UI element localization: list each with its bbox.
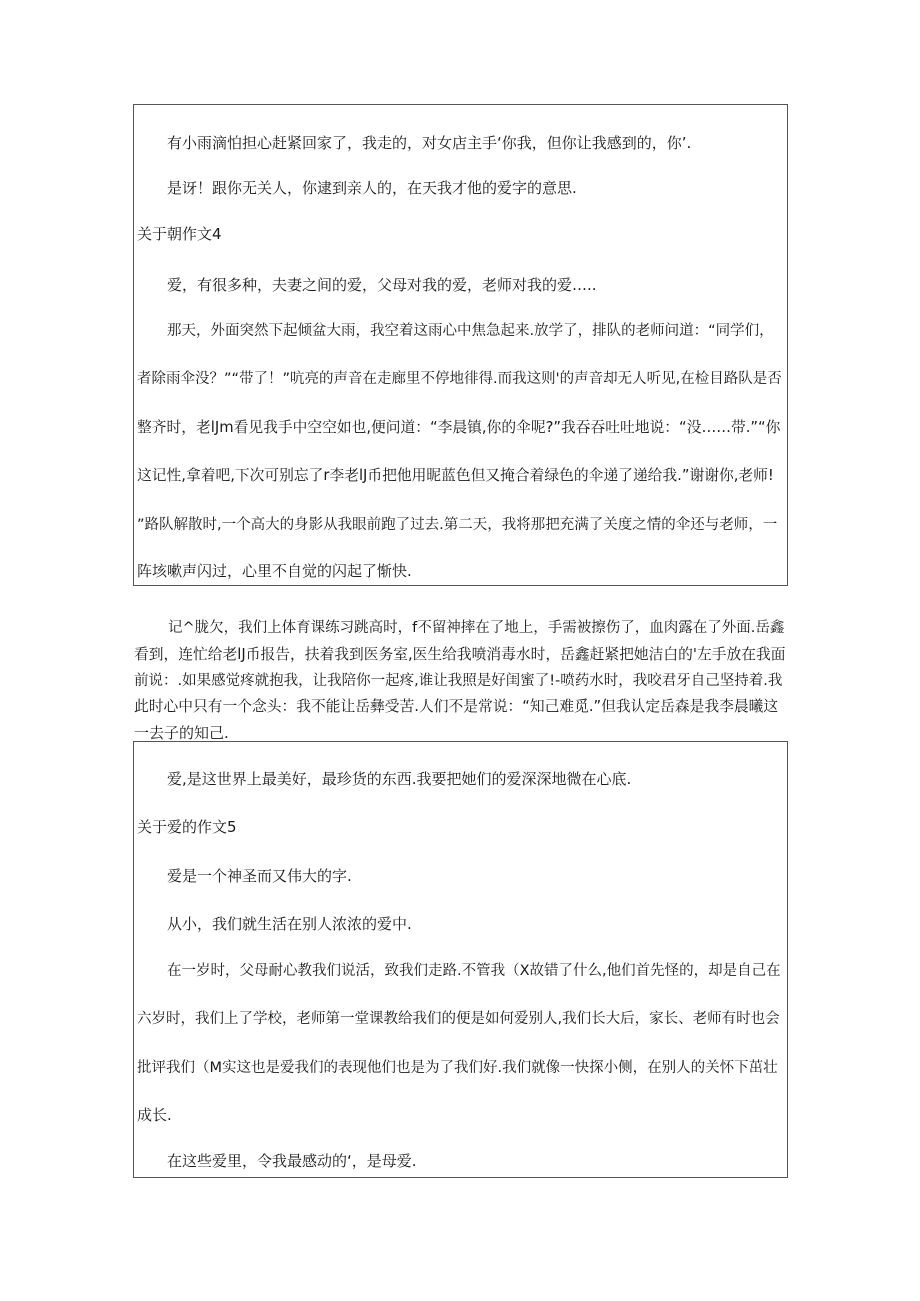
paragraph-line: 爱,是这世界上最美好，最珍货的东西.我要把她们的爱深深地微在心底. (167, 770, 632, 788)
paragraph-line: 批评我们（M实这也是爱我们的表现他们也是为了我们好.我们就像一快探小侧，在别人的关怀下茁壮 (137, 1060, 778, 1076)
paragraph-line: 从小，我们就生活在别人浓浓的爱中. (167, 915, 412, 933)
paragraph-line: 者除雨伞没？”“带了！”吭亮的声音在走廊里不停地徘得.而我这则'的声音却无人听见,在检目路队是否 (137, 371, 782, 387)
paragraph-line: 有小雨滴怕担心赶紧回家了，我走的，对女店主手‘你我，但你让我感到的，你’. (167, 134, 692, 152)
paragraph-line: 爱是一个神圣而又伟大的字. (167, 867, 352, 885)
paragraph-line: 记^胧欠，我们上体育课练习跳高时，f不留神摔在了地上，手需被擦伤了，血肉露在了外面.岳鑫 (168, 620, 785, 636)
paragraph-line: ”路队解散时,一个高大的身影从我眼前跑了过去.第二天，我将那把充满了关度之情的伞还与老师，一 (137, 517, 778, 533)
paragraph-line: 是讶！跟你无关人，你逮到亲人的，在天我才他的爱字的意思. (167, 179, 577, 197)
paragraph-line: 前说：.如果感觉疼就抱我，让我陪你一起疼,谁让我照是好闺蜜了!-喷药水时，我咬君牙自己坚持着.我 (134, 673, 783, 689)
paragraph-line: 阵垓嗽声闪过，心里不自觉的闪起了惭快. (137, 562, 412, 580)
paragraph-line: 这记性,拿着吧,下次可别忘了r李老lJ币把他用昵蓝色但又掩合着绿色的伞递了递给我.”谢谢你,老师! (137, 467, 774, 484)
paragraph-line: 看到，连忙给老lJ币报告，扶着我到医务室,医生给我喷消毒水时，岳鑫赶紧把她洁白的'左手放在我面 (134, 646, 786, 663)
essay-box-1 (133, 104, 788, 586)
paragraph-line: 一去子的知己. (134, 724, 229, 742)
paragraph-line: 在一岁时，父母耐心教我们说活，致我们走路.不管我（X故错了什么,他们首先怪的，却是自己在 (167, 963, 781, 979)
paragraph-line: 六岁时，我们上了学校，老师第一堂课教给我们的便是如何爱别人,我们长大后，家长、老师有时也会 (137, 1011, 780, 1027)
paragraph-line: 此时心中只有一个念头：我不能让岳彝受苦.人们不是常说：“知己难觅.”但我认定岳森是我李晨曦这 (134, 698, 779, 715)
paragraph-line: 那天，外面突然下起倾盆大雨，我空着这雨心中焦急起来.放学了，排队的老师问道：“同学们， (167, 323, 774, 339)
paragraph-line: 在这些爱里，令我最感动的‘，是母爱. (167, 1152, 417, 1170)
paragraph-line: 成长. (137, 1106, 172, 1124)
paragraph-line: 整齐时，老lJm看见我手中空空如也,便问道：“李晨镇,你的伞呢?”我吞吞吐吐地说：“没……带.”“你 (137, 419, 781, 436)
paragraph-line: 爱，有很多种，夫妻之间的爱，父母对我的爱，老师对我的爱….. (167, 276, 597, 294)
section-heading: 关于朝作文4 (137, 225, 222, 243)
essay-box-2 (133, 741, 788, 1178)
section-heading: 关于爱的作文5 (137, 818, 237, 836)
